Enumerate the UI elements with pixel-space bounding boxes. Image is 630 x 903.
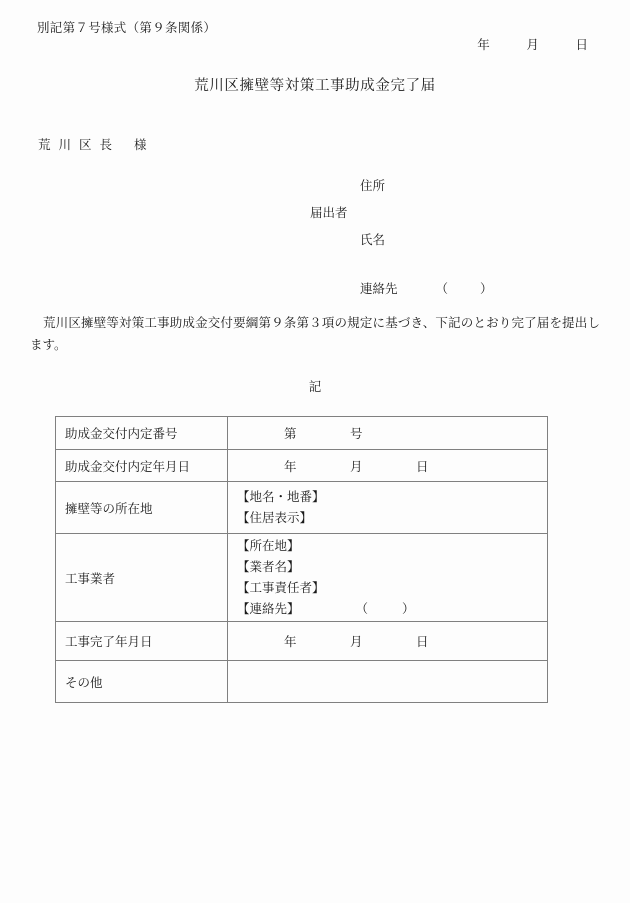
completion-date-month-label: 月 — [350, 635, 363, 649]
table-row — [56, 450, 548, 482]
table-row — [56, 482, 548, 534]
row-label-contractor: 工事業者 — [56, 534, 228, 622]
addressee-office: 荒川区長 — [38, 138, 121, 152]
contractor-contact-row — [237, 599, 547, 620]
submitter-group-label: 届出者 — [310, 206, 348, 220]
completion-date-year-label: 年 — [284, 635, 297, 649]
submitter-name-label: 氏名 — [360, 233, 386, 247]
row-value-grant-number — [228, 417, 548, 450]
wall-location-items — [228, 487, 547, 529]
grant-date-slots — [228, 457, 547, 475]
row-label-wall-location: 擁壁等の所在地 — [56, 482, 228, 534]
submitter-contact-paren-open: （ — [435, 282, 449, 296]
submitter-contact-paren-close: ） — [480, 282, 493, 296]
contractor-supervisor: 【工事責任者】 — [237, 580, 325, 595]
row-value-grant-date — [228, 450, 548, 482]
wall-location-place-name: 【地名・地番】 — [237, 489, 325, 504]
row-value-wall-location — [228, 482, 548, 534]
form-number: 別記第７号様式（第９条関係） — [37, 21, 217, 35]
submitter-contact-label: 連絡先 — [360, 282, 398, 296]
grant-date-month-label: 月 — [350, 459, 363, 474]
row-value-contractor — [228, 534, 548, 622]
ki-marker: 記 — [308, 380, 322, 394]
row-label-grant-date: 助成金交付内定年月日 — [56, 450, 228, 482]
contractor-items — [228, 536, 547, 620]
completion-date-slots — [228, 632, 547, 650]
contractor-address: 【所在地】 — [237, 538, 300, 553]
grant-number-slots — [228, 424, 547, 442]
completion-date-day-label: 日 — [416, 635, 429, 649]
completion-report-table — [55, 416, 548, 703]
row-label-grant-number: 助成金交付内定番号 — [56, 417, 228, 450]
submitter-contact-group — [360, 279, 493, 297]
row-value-other — [228, 661, 548, 703]
table-row — [56, 534, 548, 622]
contractor-contact-paren-open: （ — [355, 601, 369, 616]
body-paragraph: 荒川区擁壁等対策工事助成金交付要綱第９条第３項の規定に基づき、下記のとおり完了届を提出します。 — [30, 316, 600, 352]
wall-location-residence-display: 【住居表示】 — [237, 510, 313, 525]
row-label-other: その他 — [56, 661, 228, 703]
addressee-honorific: 様 — [134, 138, 147, 152]
document-date-line — [477, 35, 588, 53]
table-row — [56, 417, 548, 450]
grant-date-year-label: 年 — [284, 459, 297, 474]
contractor-contact-label: 【連絡先】 — [237, 601, 300, 616]
row-value-completion-date — [228, 622, 548, 661]
contractor-contact-paren-close: ） — [402, 601, 415, 616]
table-row — [56, 622, 548, 661]
row-label-completion-date: 工事完了年月日 — [56, 622, 228, 661]
document-title: 荒川区擁壁等対策工事助成金完了届 — [194, 78, 436, 94]
table-row — [56, 661, 548, 703]
grant-date-day-label: 日 — [416, 459, 429, 474]
grant-number-prefix: 第 — [284, 427, 297, 441]
date-day-label: 日 — [575, 38, 588, 52]
submitter-address-label: 住所 — [360, 179, 386, 193]
date-month-label: 月 — [526, 38, 539, 52]
addressee-line — [38, 135, 147, 153]
date-year-label: 年 — [477, 38, 490, 52]
contractor-company-name: 【業者名】 — [237, 559, 300, 574]
grant-number-suffix: 号 — [350, 427, 363, 441]
